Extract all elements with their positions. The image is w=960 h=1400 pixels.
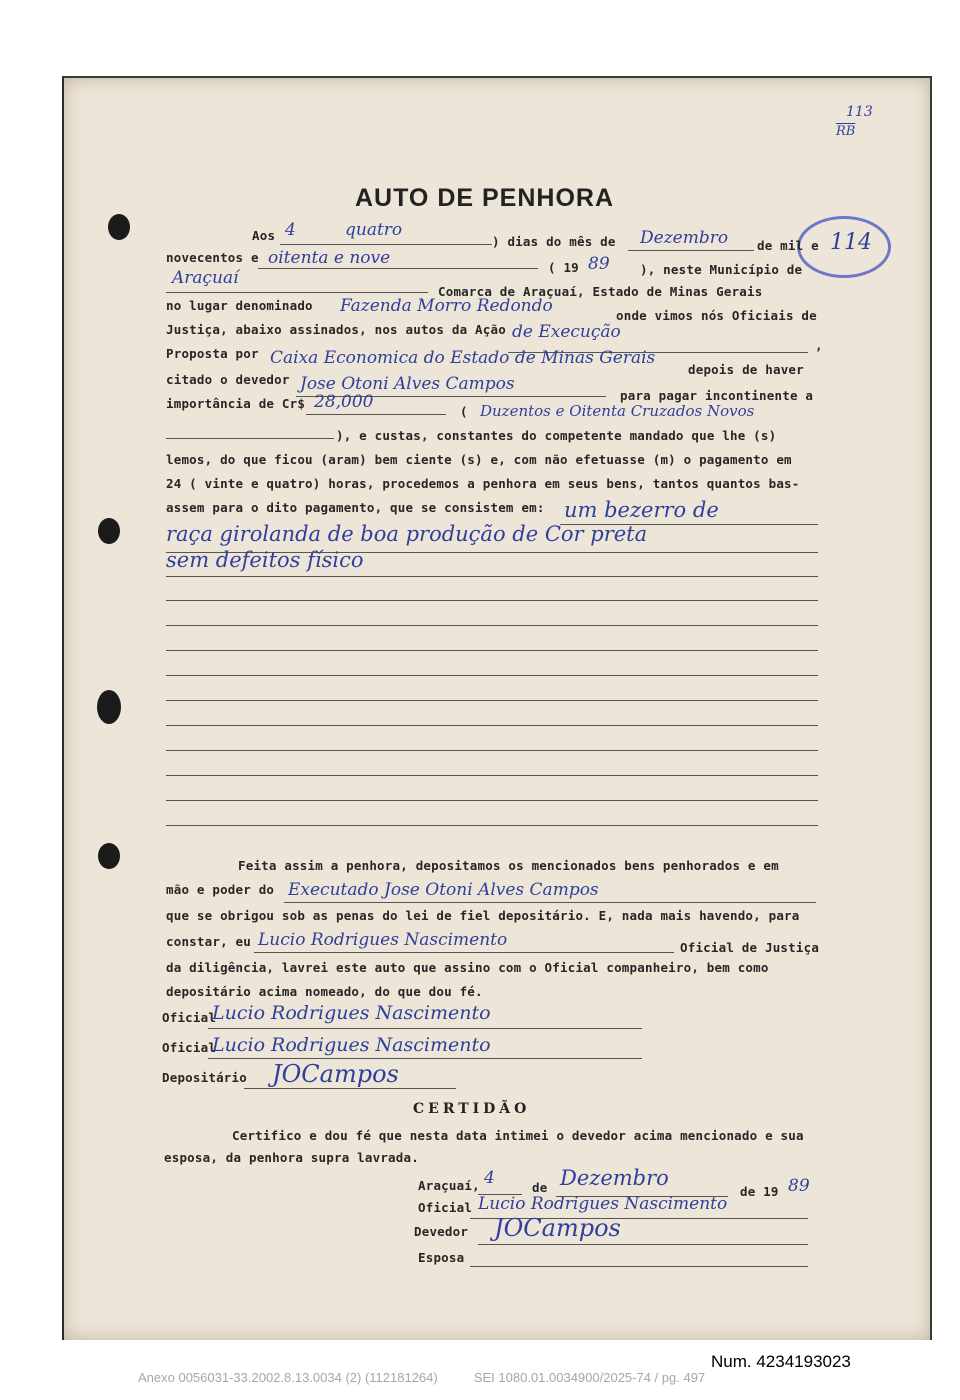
certidao-heading: CERTIDÃO	[413, 1101, 531, 1117]
fill-line	[284, 902, 816, 903]
text-obrigou: que se obrigou sob as penas do lei de fiel depositário. E, nada mais havendo, para	[166, 908, 800, 923]
hand-devedor: Jose Otoni Alves Campos	[300, 374, 515, 394]
signature-cert-devedor: JOCampos	[494, 1214, 621, 1242]
text-depois-de-haver: depois de haver	[688, 362, 804, 377]
blank-line	[166, 775, 818, 776]
text-custas: ), e custas, constantes do competente mandado que lhe (s)	[336, 428, 777, 443]
blank-line	[166, 625, 818, 626]
text-citado-devedor: citado o devedor	[166, 372, 290, 387]
fill-line	[280, 244, 492, 245]
fill-line	[166, 576, 818, 577]
text-no-lugar: no lugar denominado	[166, 298, 313, 313]
text-para-pagar: para pagar incontinente a	[620, 388, 814, 403]
fill-line	[628, 250, 754, 251]
hand-valor-extenso: Duzentos e Oitenta Cruzados Novos	[480, 402, 755, 420]
hand-cert-day: 4	[484, 1168, 495, 1188]
blank-line	[166, 675, 818, 676]
text-importancia: importância de Cr$	[166, 396, 306, 411]
text-comarca: Comarca de Araçuaí, Estado de Minas Gerais	[438, 284, 763, 299]
hand-municipio: Araçuaí	[172, 268, 239, 288]
blank-line	[166, 725, 818, 726]
signature-depositario: JOCampos	[272, 1060, 399, 1088]
text-cert-de19: de 19	[740, 1184, 779, 1199]
hand-bens-3: sem defeitos físico	[166, 548, 364, 572]
text-feita-assim: Feita assim a penhora, depositamos os mencionados bens penhorados e em	[238, 858, 779, 873]
label-cert-oficial: Oficial	[418, 1200, 473, 1215]
signature-oficial-2: Lucio Rodrigues Nascimento	[212, 1034, 491, 1056]
hand-year-digits: 89	[588, 254, 610, 274]
document-title: AUTO DE PENHORA	[355, 184, 615, 212]
text-justica: Justiça, abaixo assinados, nos autos da Ação	[166, 322, 506, 337]
fill-line	[254, 952, 674, 953]
hand-proposta: Caixa Economica do Estado de Minas Gerais	[270, 348, 656, 368]
text-diligencia: da diligência, lavrei este auto que assino com o Oficial companheiro, bem como	[166, 960, 769, 975]
text-dias-do-mes: ) dias do mês de	[492, 234, 616, 249]
signature-oficial-1: Lucio Rodrigues Nascimento	[212, 1002, 491, 1024]
text-comma: ,	[815, 338, 823, 353]
hand-depositario-nome: Executado Jose Otoni Alves Campos	[288, 880, 599, 900]
text-depositario-acima: depositário acima nomeado, do que dou fé.	[166, 984, 483, 999]
signature-line	[244, 1088, 456, 1089]
signature-cert-oficial: Lucio Rodrigues Nascimento	[478, 1194, 728, 1214]
punch-hole	[98, 843, 120, 869]
hand-day-words: quatro	[345, 220, 403, 240]
text-oficial-justica: Oficial de Justiça	[680, 940, 820, 955]
hand-valor: 28,000	[314, 392, 374, 412]
hand-oficial-constar: Lucio Rodrigues Nascimento	[258, 930, 508, 950]
hand-bens-2: raça girolanda de boa produção de Cor preta	[166, 522, 648, 546]
text-mao-e-poder: mão e poder do	[166, 882, 275, 897]
label-cert-devedor: Devedor	[414, 1224, 469, 1239]
text-de-mil: de mil e	[757, 238, 819, 253]
hand-lugar: Fazenda Morro Redondo	[340, 296, 553, 316]
hand-month: Dezembro	[640, 228, 729, 248]
text-municipio: ), neste Município de	[640, 262, 803, 277]
fill-line	[306, 414, 446, 415]
text-aracuai: Araçuaí,	[418, 1178, 480, 1193]
blank-line	[166, 800, 818, 801]
text-constar-eu: constar, eu	[166, 934, 251, 949]
label-oficial-2: Oficial	[162, 1040, 217, 1055]
punch-hole	[108, 214, 130, 240]
signature-line	[478, 1244, 808, 1245]
label-cert-esposa: Esposa	[418, 1250, 465, 1265]
blank-line	[166, 700, 818, 701]
text-paren-open: (	[460, 404, 468, 419]
fill-line	[166, 292, 428, 293]
hand-acao: de Execução	[512, 322, 621, 342]
text-onde-vimos: onde vimos nós Oficiais de	[616, 308, 817, 323]
text-cert-de: de	[532, 1180, 548, 1195]
page-initials-mark: $\overline{RB}$	[836, 124, 856, 139]
stamp-number: 114	[830, 230, 872, 255]
text-certifico: Certifico e dou fé que nesta data intimei o devedor acima mencionado e sua	[232, 1128, 804, 1143]
blank-line	[166, 825, 818, 826]
fill-line	[166, 438, 334, 439]
signature-line	[470, 1266, 808, 1267]
signature-line	[208, 1028, 642, 1029]
text-lemos: lemos, do que ficou (aram) bem ciente (s) e, com não efetuasse (m) o pagamento em	[166, 452, 792, 467]
punch-hole	[97, 690, 121, 724]
document-number: Num. 4234193023	[711, 1352, 851, 1371]
label-oficial-1: Oficial	[162, 1010, 217, 1025]
blank-line	[166, 600, 818, 601]
hand-day: 4	[285, 220, 296, 240]
label-depositario: Depositário	[162, 1070, 247, 1085]
document-reference: Anexo 0056031-33.2002.8.13.0034 (2) (112181264) SEI 1080.01.0034900/2025-74 / pg. 497	[138, 1370, 706, 1385]
text-novecentos: novecentos e	[166, 250, 259, 265]
blank-line	[166, 750, 818, 751]
text-aos: Aos	[252, 228, 276, 243]
text-19: ( 19	[548, 260, 579, 275]
text-24-horas: 24 ( vinte e quatro) horas, procedemos a penhora em seus bens, tantos quantos bas-	[166, 476, 800, 491]
hand-year-words: oitenta e nove	[268, 248, 391, 268]
text-bastassem: assem para o dito pagamento, que se consistem em:	[166, 500, 545, 515]
text-proposta: Proposta por	[166, 346, 259, 361]
punch-hole	[98, 518, 120, 544]
hand-bens-1: um bezerro de	[564, 498, 719, 522]
hand-cert-month: Dezembro	[560, 1166, 669, 1190]
text-esposa-penhora: esposa, da penhora supra lavrada.	[164, 1150, 419, 1165]
blank-line	[166, 650, 818, 651]
signature-line	[208, 1058, 642, 1059]
hand-cert-year: 89	[788, 1176, 810, 1196]
page-number-mark: 113	[846, 104, 873, 120]
fill-line	[258, 268, 538, 269]
